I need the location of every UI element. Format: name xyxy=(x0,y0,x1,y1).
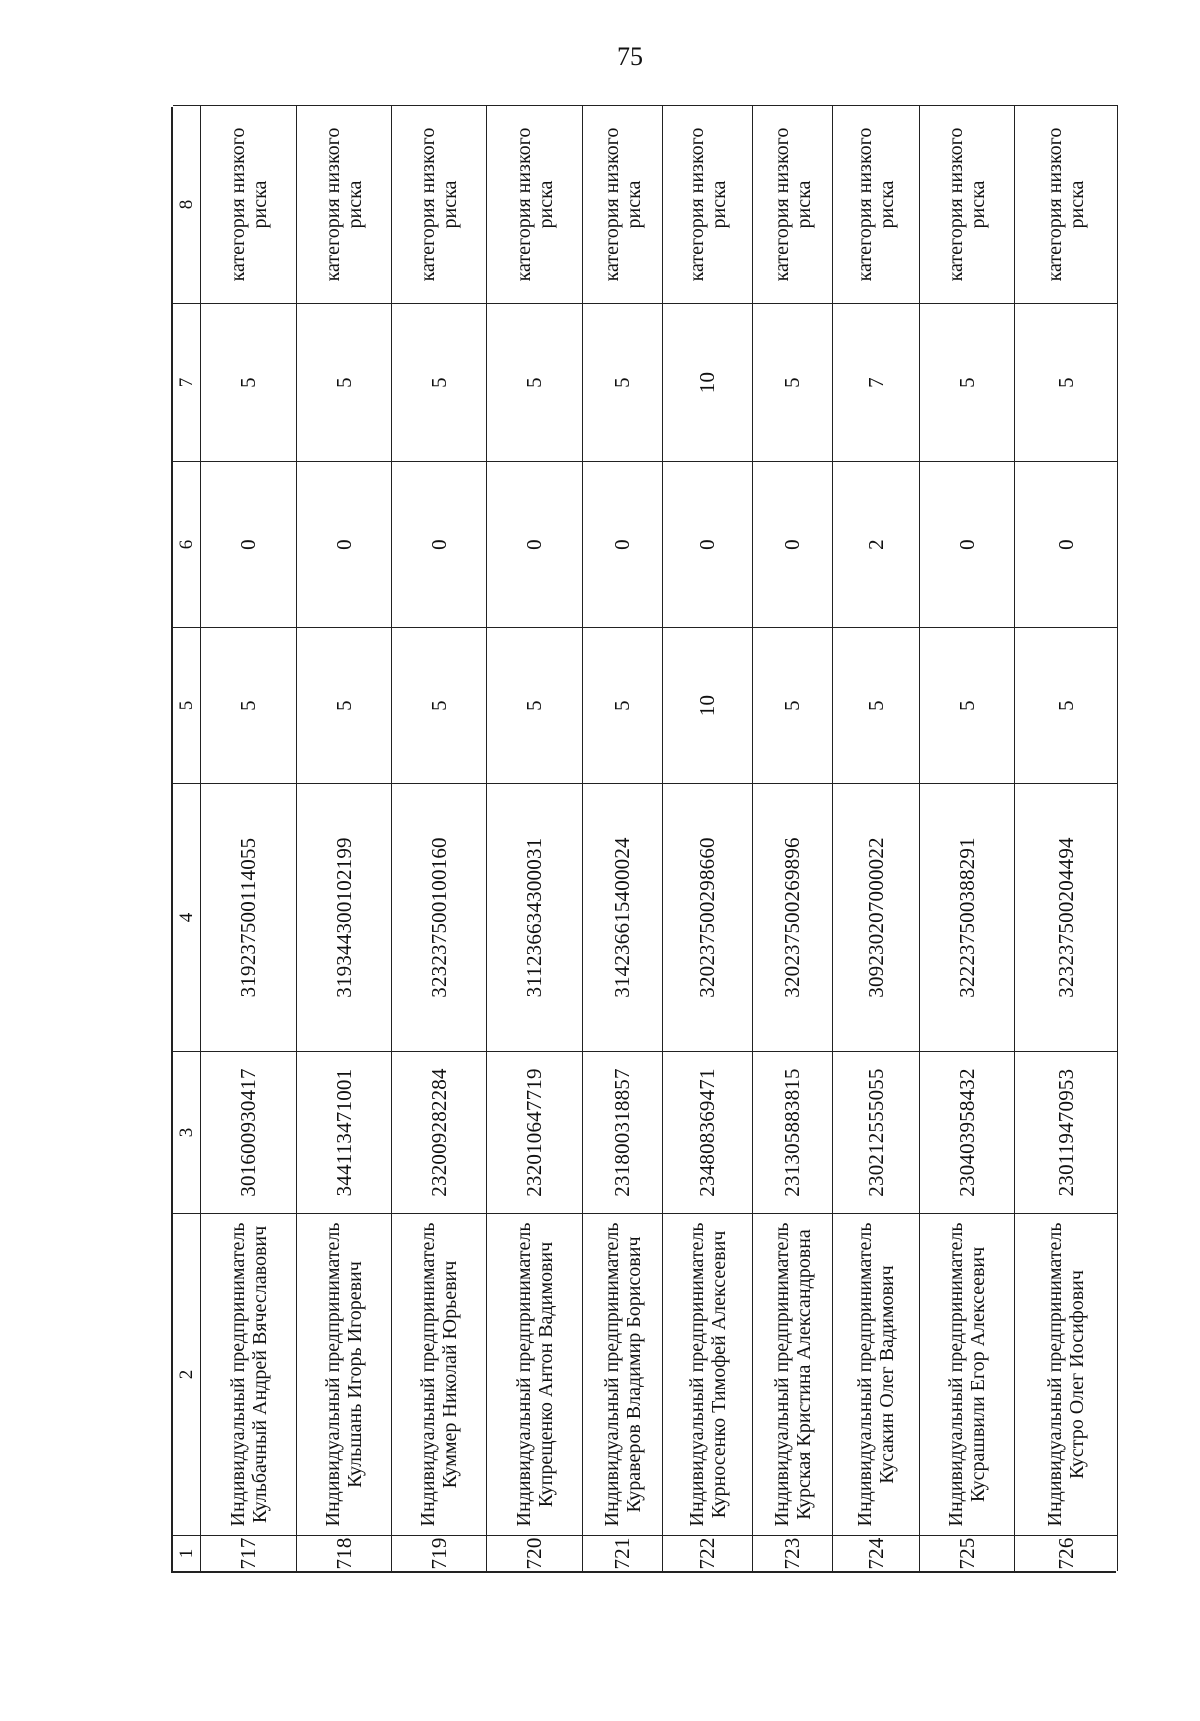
table-cell-value-col-7: 5 xyxy=(1015,303,1118,461)
table-cell-inn: 230403958432 xyxy=(920,1051,1015,1213)
table-cell-risk-category: категория низкого риска xyxy=(487,105,583,303)
table-cell-value-col-5: 5 xyxy=(920,627,1015,783)
table-cell-row-number: 725 xyxy=(920,1535,1015,1571)
table-cell-risk-category: категория низкого риска xyxy=(920,105,1015,303)
table-cell-value-col-6: 0 xyxy=(920,461,1015,627)
table-cell-value-col-5: 5 xyxy=(487,627,583,783)
table-cell-ogrnip: 319237500114055 xyxy=(201,783,297,1051)
table-cell-value-col-7: 5 xyxy=(201,303,297,461)
table-cell-risk-category: категория низкого риска xyxy=(297,105,392,303)
table-cell-value-col-7: 5 xyxy=(920,303,1015,461)
table-cell-ogrnip: 319344300102199 xyxy=(297,783,392,1051)
table-cell-value-col-5: 5 xyxy=(583,627,663,783)
table-cell-entrepreneur-name: Индивидуальный предприниматель Кустро Олег Иосифович xyxy=(1015,1213,1118,1535)
table-cell-ogrnip: 320237500269896 xyxy=(753,783,833,1051)
column-header-6: 6 xyxy=(173,461,201,627)
table-cell-row-number: 720 xyxy=(487,1535,583,1571)
table-cell-row-number: 724 xyxy=(833,1535,920,1571)
table-cell-inn: 230212555055 xyxy=(833,1051,920,1213)
table-cell-risk-category: категория низкого риска xyxy=(201,105,297,303)
table-cell-value-col-5: 5 xyxy=(201,627,297,783)
table-cell-value-col-5: 5 xyxy=(392,627,487,783)
table-cell-value-col-7: 7 xyxy=(833,303,920,461)
table-cell-value-col-7: 5 xyxy=(297,303,392,461)
table-cell-risk-category: категория низкого риска xyxy=(753,105,833,303)
table-cell-row-number: 723 xyxy=(753,1535,833,1571)
table-cell-row-number: 718 xyxy=(297,1535,392,1571)
table-cell-value-col-7: 10 xyxy=(663,303,753,461)
column-header-3: 3 xyxy=(173,1051,201,1213)
table-cell-value-col-5: 10 xyxy=(663,627,753,783)
table-cell-entrepreneur-name: Индивидуальный предприниматель Куммер Николай Юрьевич xyxy=(392,1213,487,1535)
table-cell-ogrnip: 320237500298660 xyxy=(663,783,753,1051)
table-cell-value-col-5: 5 xyxy=(753,627,833,783)
table-cell-risk-category: категория низкого риска xyxy=(833,105,920,303)
table-cell-value-col-7: 5 xyxy=(583,303,663,461)
table-cell-inn: 234808369471 xyxy=(663,1051,753,1213)
table-cell-ogrnip: 322237500388291 xyxy=(920,783,1015,1051)
table-cell-value-col-7: 5 xyxy=(753,303,833,461)
table-cell-ogrnip: 311236634300031 xyxy=(487,783,583,1051)
table-cell-value-col-6: 2 xyxy=(833,461,920,627)
table-cell-value-col-6: 0 xyxy=(663,461,753,627)
table-cell-row-number: 726 xyxy=(1015,1535,1118,1571)
table-cell-value-col-6: 0 xyxy=(583,461,663,627)
registry-table xyxy=(171,107,1116,1573)
table-cell-inn: 230119470953 xyxy=(1015,1051,1118,1213)
table-cell-entrepreneur-name: Индивидуальный предприниматель Кульшань Игорь Игоревич xyxy=(297,1213,392,1535)
table-cell-entrepreneur-name: Индивидуальный предприниматель Кусакин Олег Вадимович xyxy=(833,1213,920,1535)
table-cell-value-col-7: 5 xyxy=(487,303,583,461)
column-header-4: 4 xyxy=(173,783,201,1051)
table-cell-value-col-5: 5 xyxy=(1015,627,1118,783)
table-cell-inn: 231305883815 xyxy=(753,1051,833,1213)
column-header-7: 7 xyxy=(173,303,201,461)
table-cell-ogrnip: 323237500100160 xyxy=(392,783,487,1051)
table-cell-entrepreneur-name: Индивидуальный предприниматель Кусрашвили Егор Алексеевич xyxy=(920,1213,1015,1535)
table-cell-value-col-6: 0 xyxy=(201,461,297,627)
table-cell-entrepreneur-name: Индивидуальный предприниматель Курская Кристина Александровна xyxy=(753,1213,833,1535)
table-cell-row-number: 717 xyxy=(201,1535,297,1571)
table-cell-entrepreneur-name: Индивидуальный предприниматель Кульбачный Андрей Вячеславович xyxy=(201,1213,297,1535)
page-number: 75 xyxy=(617,42,643,71)
table-cell-inn: 232010647719 xyxy=(487,1051,583,1213)
table-cell-value-col-6: 0 xyxy=(392,461,487,627)
table-cell-risk-category: категория низкого риска xyxy=(1015,105,1118,303)
table-cell-risk-category: категория низкого риска xyxy=(663,105,753,303)
table-cell-inn: 301600930417 xyxy=(201,1051,297,1213)
column-header-2: 2 xyxy=(173,1213,201,1535)
table-cell-row-number: 721 xyxy=(583,1535,663,1571)
table-cell-ogrnip: 314236615400024 xyxy=(583,783,663,1051)
column-header-8: 8 xyxy=(173,105,201,303)
table-cell-inn: 231800318857 xyxy=(583,1051,663,1213)
table-cell-row-number: 722 xyxy=(663,1535,753,1571)
table-cell-value-col-5: 5 xyxy=(297,627,392,783)
table-cell-value-col-6: 0 xyxy=(753,461,833,627)
table-cell-value-col-6: 0 xyxy=(297,461,392,627)
table-cell-risk-category: категория низкого риска xyxy=(583,105,663,303)
table-cell-value-col-5: 5 xyxy=(833,627,920,783)
table-cell-risk-category: категория низкого риска xyxy=(392,105,487,303)
table-cell-value-col-6: 0 xyxy=(487,461,583,627)
table-cell-ogrnip: 309230207000022 xyxy=(833,783,920,1051)
table-cell-value-col-7: 5 xyxy=(392,303,487,461)
table-cell-value-col-6: 0 xyxy=(1015,461,1118,627)
table-cell-inn: 232009282284 xyxy=(392,1051,487,1213)
table-cell-row-number: 719 xyxy=(392,1535,487,1571)
column-header-5: 5 xyxy=(173,627,201,783)
table-cell-entrepreneur-name: Индивидуальный предприниматель Кураверов Владимир Борисович xyxy=(583,1213,663,1535)
table-cell-entrepreneur-name: Индивидуальный предприниматель Курносенко Тимофей Алексеевич xyxy=(663,1213,753,1535)
table-cell-entrepreneur-name: Индивидуальный предприниматель Купрещенко Антон Вадимович xyxy=(487,1213,583,1535)
table-area xyxy=(171,107,1116,1573)
column-header-1: 1 xyxy=(173,1535,201,1571)
table-cell-ogrnip: 323237500204494 xyxy=(1015,783,1118,1051)
table-cell-inn: 344113471001 xyxy=(297,1051,392,1213)
